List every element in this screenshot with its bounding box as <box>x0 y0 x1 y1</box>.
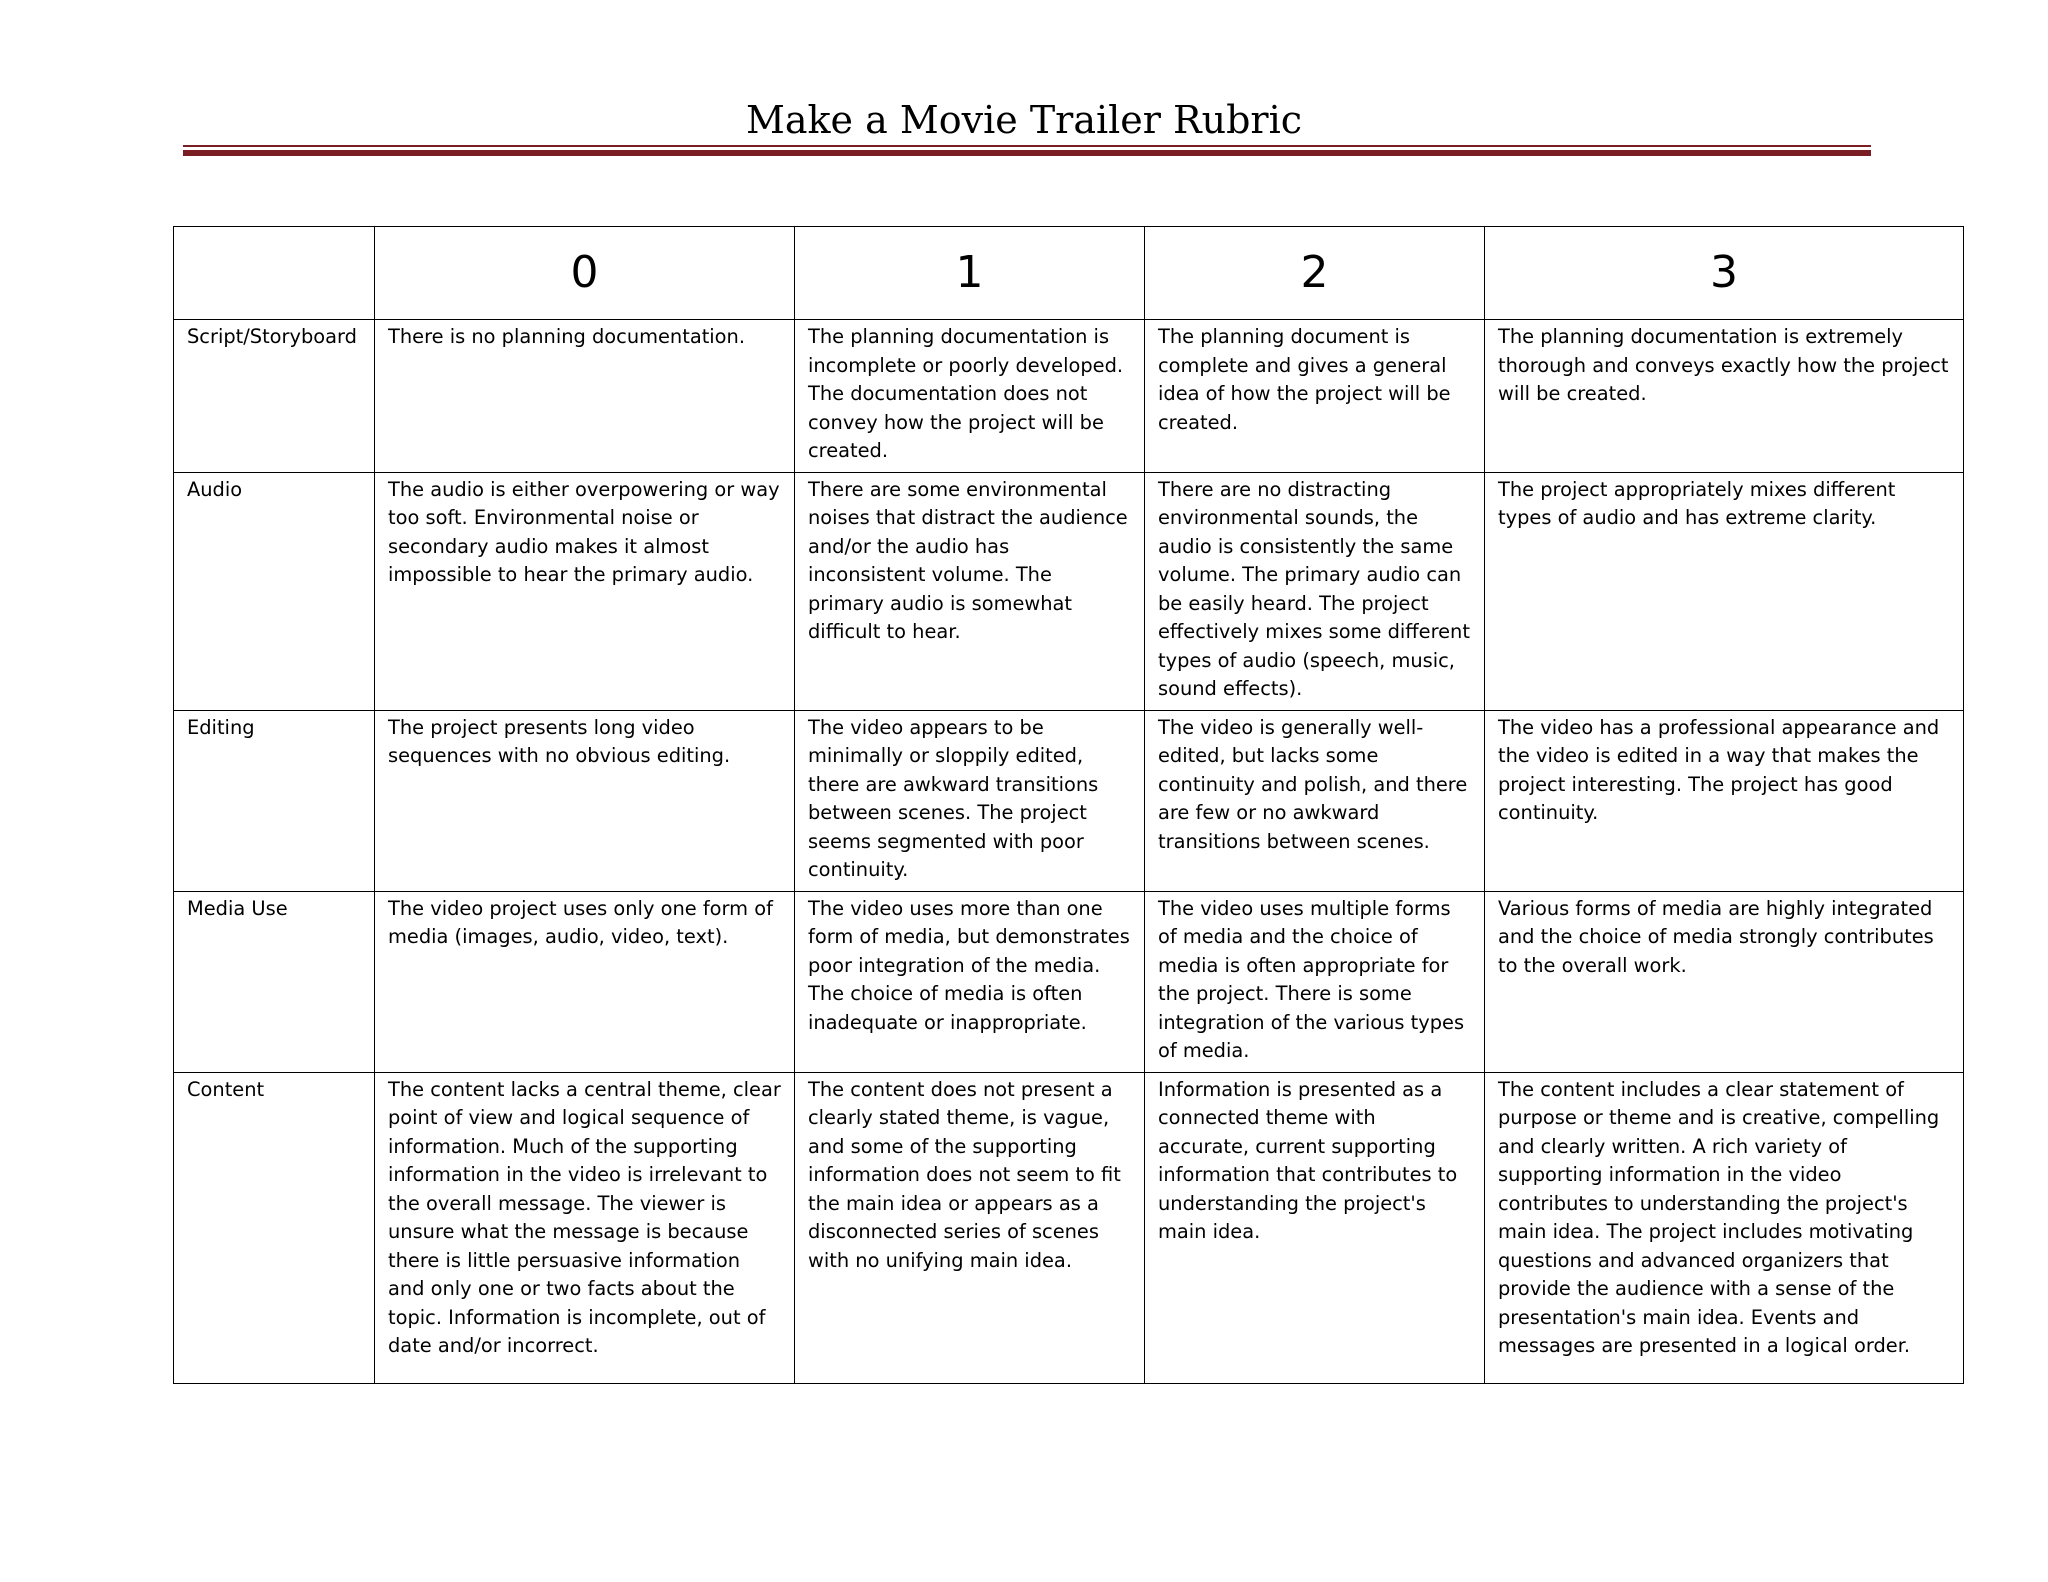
header-cell-empty <box>174 227 375 320</box>
rubric-table <box>173 226 1964 1384</box>
rubric-cell-score-0: There is no planning documentation. <box>375 320 795 473</box>
rubric-cell-score-2: The video uses multiple forms of media and the choice of media is often appropriate for the project. There is some integration of the various types of media. <box>1145 891 1485 1072</box>
criterion-label: Audio <box>174 472 375 710</box>
rubric-cell-score-3: Various forms of media are highly integrated and the choice of media strongly contributes to the overall work. <box>1485 891 1964 1072</box>
header-cell-score-1: 1 <box>795 227 1145 320</box>
rubric-cell-score-1: The video appears to be minimally or sloppily edited, there are awkward transitions between scenes. The project seems segmented with poor continuity. <box>795 710 1145 891</box>
rubric-cell-score-0: The project presents long video sequences with no obvious editing. <box>375 710 795 891</box>
title-divider-thick <box>183 150 1871 156</box>
table-row-audio <box>174 472 1964 710</box>
rubric-cell-score-3: The content includes a clear statement of purpose or theme and is creative, compelling and clearly written. A rich variety of supporting information in the video contributes to understanding the project's main idea. The project includes motivating questions and advanced organizers that provide the audience with a sense of the presentation's main idea. Events and messages are presented in a logical order. <box>1485 1072 1964 1383</box>
table-row-content <box>174 1072 1964 1383</box>
rubric-cell-score-3: The video has a professional appearance and the video is edited in a way that makes the project interesting. The project has good continuity. <box>1485 710 1964 891</box>
header-cell-score-0: 0 <box>375 227 795 320</box>
rubric-cell-score-2: The video is generally well-edited, but lacks some continuity and polish, and there are few or no awkward transitions between scenes. <box>1145 710 1485 891</box>
page-title: Make a Movie Trailer Rubric <box>745 98 1303 142</box>
criterion-label: Content <box>174 1072 375 1383</box>
criterion-label: Script/Storyboard <box>174 320 375 473</box>
rubric-cell-score-1: The video uses more than one form of media, but demonstrates poor integration of the media. The choice of media is often inadequate or inappropriate. <box>795 891 1145 1072</box>
rubric-cell-score-2: There are no distracting environmental sounds, the audio is consistently the same volume. The primary audio can be easily heard. The project effectively mixes some different types of audio (speech, music, sound effects). <box>1145 472 1485 710</box>
header-row <box>174 227 1964 320</box>
criterion-label: Editing <box>174 710 375 891</box>
rubric-cell-score-1: The content does not present a clearly stated theme, is vague, and some of the supporting information does not seem to fit the main idea or appears as a disconnected series of scenes with no unifying main idea. <box>795 1072 1145 1383</box>
rubric-cell-score-2: Information is presented as a connected theme with accurate, current supporting information that contributes to understanding the project's main idea. <box>1145 1072 1485 1383</box>
table-row-media-use <box>174 891 1964 1072</box>
table-row-editing <box>174 710 1964 891</box>
table-row-script-storyboard <box>174 320 1964 473</box>
title-divider-thin <box>183 145 1871 147</box>
rubric-cell-score-0: The content lacks a central theme, clear point of view and logical sequence of information. Much of the supporting information in the video is irrelevant to the overall message. The viewer is unsure what the message is because there is little persuasive information and only one or two facts about the topic. Information is incomplete, out of date and/or incorrect. <box>375 1072 795 1383</box>
rubric-cell-score-1: There are some environmental noises that distract the audience and/or the audio has inconsistent volume. The primary audio is somewhat difficult to hear. <box>795 472 1145 710</box>
rubric-cell-score-3: The planning documentation is extremely thorough and conveys exactly how the project will be created. <box>1485 320 1964 473</box>
rubric-cell-score-3: The project appropriately mixes different types of audio and has extreme clarity. <box>1485 472 1964 710</box>
rubric-cell-score-1: The planning documentation is incomplete or poorly developed. The documentation does not convey how the project will be created. <box>795 320 1145 473</box>
header-cell-score-2: 2 <box>1145 227 1485 320</box>
criterion-label: Media Use <box>174 891 375 1072</box>
rubric-cell-score-0: The audio is either overpowering or way too soft. Environmental noise or secondary audio makes it almost impossible to hear the primary audio. <box>375 472 795 710</box>
header-cell-score-3: 3 <box>1485 227 1964 320</box>
rubric-cell-score-0: The video project uses only one form of media (images, audio, video, text). <box>375 891 795 1072</box>
rubric-cell-score-2: The planning document is complete and gives a general idea of how the project will be created. <box>1145 320 1485 473</box>
